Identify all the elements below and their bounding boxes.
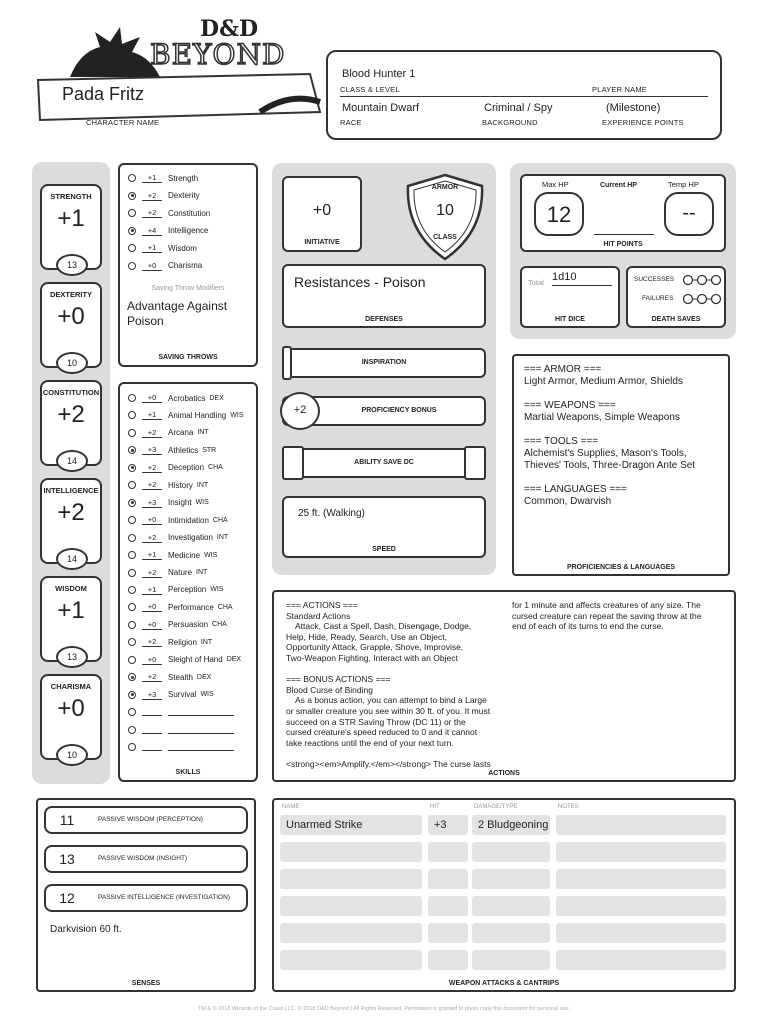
skill-value: +3 bbox=[142, 690, 162, 700]
senses-notes[interactable]: Darkvision 60 ft. bbox=[50, 924, 122, 935]
proficiency-label: PROFICIENCY BONUS bbox=[361, 407, 437, 414]
ability-charisma bbox=[40, 674, 102, 760]
attack-damage-cell[interactable] bbox=[472, 842, 550, 862]
saving-throw-value: +4 bbox=[142, 226, 162, 236]
armor-class-value[interactable]: 10 bbox=[436, 202, 454, 219]
proficiency-circle-icon[interactable] bbox=[128, 708, 136, 716]
skill-row[interactable] bbox=[128, 705, 238, 719]
ability-name: WISDOM bbox=[55, 584, 87, 593]
attack-hit-cell[interactable] bbox=[428, 842, 468, 862]
attack-name-cell[interactable]: Unarmed Strike bbox=[280, 815, 422, 835]
proficiency-circle-icon[interactable] bbox=[128, 262, 136, 270]
character-name[interactable]: Pada Fritz bbox=[62, 84, 145, 104]
proficiency-line: === TOOLS === bbox=[524, 436, 599, 447]
defenses-value[interactable]: Resistances - Poison bbox=[294, 274, 426, 290]
skills-box bbox=[118, 382, 258, 782]
actions-box bbox=[272, 590, 736, 782]
proficiency-circle-icon[interactable] bbox=[128, 603, 136, 611]
passive-sense bbox=[44, 884, 248, 912]
skill-name: Investigation bbox=[168, 533, 213, 543]
attacks-header-damage: DAMAGE/TYPE bbox=[474, 804, 518, 810]
ability-modifier[interactable]: +2 bbox=[57, 401, 85, 428]
brand-name: BEYOND bbox=[150, 38, 286, 71]
header-banner bbox=[20, 16, 330, 140]
skill-name: Survival bbox=[168, 690, 197, 700]
background-value[interactable]: Criminal / Spy bbox=[484, 102, 553, 114]
actions-column-1[interactable] bbox=[286, 600, 491, 770]
action-line: Blood Curse of Binding bbox=[286, 684, 373, 695]
skill-value: +0 bbox=[142, 393, 162, 403]
hit-dice-line bbox=[552, 285, 612, 286]
saving-throw-row[interactable] bbox=[128, 171, 198, 185]
attack-notes-cell[interactable] bbox=[556, 923, 726, 943]
saving-throw-row[interactable] bbox=[128, 224, 208, 238]
skill-row[interactable] bbox=[128, 391, 224, 405]
hit-points-label: HIT POINTS bbox=[603, 241, 643, 248]
character-name-label: CHARACTER NAME bbox=[86, 118, 160, 127]
ability-name: CONSTITUTION bbox=[42, 388, 100, 397]
max-hp-value[interactable]: 12 bbox=[546, 202, 572, 227]
saving-throw-value: +1 bbox=[142, 243, 162, 253]
proficiency-circle-icon[interactable] bbox=[128, 569, 136, 577]
skill-value: +1 bbox=[142, 585, 162, 595]
skill-name: Animal Handling bbox=[168, 410, 227, 420]
passive-sense bbox=[44, 845, 248, 873]
successes-circles-icon[interactable] bbox=[682, 274, 722, 286]
proficiency-circle-icon[interactable] bbox=[128, 192, 136, 200]
attack-name-cell[interactable] bbox=[280, 950, 422, 970]
proficiency-line: Martial Weapons, Simple Weapons bbox=[524, 412, 680, 423]
ability-score[interactable]: 10 bbox=[56, 352, 88, 374]
skill-ability: INT bbox=[196, 569, 208, 576]
passive-sense bbox=[44, 806, 248, 834]
action-line: Attack, Cast a Spell, Dash, Disengage, Dodge, bbox=[286, 621, 472, 632]
passive-sense-value[interactable]: 12 bbox=[59, 890, 75, 906]
header-divider bbox=[340, 96, 708, 97]
proficiency-circle-icon[interactable] bbox=[128, 464, 136, 472]
ability-dexterity bbox=[40, 282, 102, 368]
skill-name: Arcana bbox=[168, 428, 194, 438]
skill-value: +2 bbox=[142, 463, 162, 473]
speed-label: SPEED bbox=[372, 546, 396, 553]
skill-row[interactable] bbox=[128, 426, 209, 440]
skill-name: Intimidation bbox=[168, 515, 209, 525]
initiative-box bbox=[282, 176, 362, 252]
proficiency-circle-icon[interactable] bbox=[128, 174, 136, 182]
ability-modifier[interactable]: +0 bbox=[57, 695, 85, 722]
defenses-box bbox=[282, 264, 486, 328]
skill-name: Athletics bbox=[168, 445, 199, 455]
ability-name: CHARISMA bbox=[50, 682, 92, 691]
action-line: Opportunity Attack, Grapple, Shove, Improvise, bbox=[286, 642, 464, 653]
skill-name bbox=[168, 726, 234, 734]
ability-strength bbox=[40, 184, 102, 270]
death-saves-box bbox=[626, 266, 726, 328]
skill-ability: WIS bbox=[230, 411, 244, 419]
ability-score[interactable]: 13 bbox=[56, 254, 88, 276]
action-line: take reactions until the end of your next turn. bbox=[286, 737, 454, 748]
attack-notes-cell[interactable] bbox=[556, 815, 726, 835]
saving-throw-name: Strength bbox=[168, 173, 199, 183]
skill-value: +2 bbox=[142, 568, 162, 578]
attacks-header-name: NAME bbox=[282, 804, 300, 810]
attack-hit-cell[interactable] bbox=[428, 923, 468, 943]
skill-row[interactable] bbox=[128, 740, 238, 754]
current-hp-line bbox=[594, 234, 654, 235]
skill-ability: CHA bbox=[212, 621, 227, 629]
action-line: cursed creature can repeat the saving throw at the bbox=[512, 610, 702, 621]
proficiency-circle-icon[interactable] bbox=[128, 394, 136, 402]
skill-row[interactable] bbox=[128, 548, 217, 562]
ability-modifier[interactable]: +1 bbox=[57, 597, 85, 624]
skill-value: +0 bbox=[142, 515, 162, 525]
passive-sense-value[interactable]: 11 bbox=[59, 812, 75, 828]
ability-name: DEXTERITY bbox=[49, 290, 93, 299]
attack-damage-cell[interactable]: 2 Bludgeoning bbox=[472, 815, 550, 835]
skill-value: +0 bbox=[142, 602, 162, 612]
skill-value: +2 bbox=[142, 672, 162, 682]
skill-row[interactable] bbox=[128, 408, 244, 422]
saving-throw-name: Intelligence bbox=[168, 226, 209, 235]
temp-hp-value[interactable]: -- bbox=[682, 202, 696, 224]
skill-value bbox=[142, 708, 162, 716]
hit-dice-box bbox=[520, 266, 620, 328]
proficiency-circle-icon[interactable] bbox=[128, 586, 136, 594]
attack-notes-cell[interactable] bbox=[556, 896, 726, 916]
action-line: As a bonus action, you can attempt to bind a Large bbox=[286, 695, 487, 706]
skill-name: Nature bbox=[168, 568, 193, 577]
attack-name-cell[interactable] bbox=[280, 869, 422, 889]
skill-row[interactable] bbox=[128, 618, 227, 632]
skill-row[interactable] bbox=[128, 513, 228, 527]
skill-ability: INT bbox=[196, 481, 209, 489]
proficiency-circle-icon[interactable] bbox=[128, 429, 136, 437]
ability-modifier[interactable]: +0 bbox=[57, 303, 85, 330]
ability-modifier[interactable]: +2 bbox=[57, 499, 85, 526]
header-info-box bbox=[326, 50, 722, 140]
passive-sense-label: PASSIVE INTELLIGENCE (INVESTIGATION) bbox=[98, 894, 230, 901]
proficiency-line bbox=[524, 424, 695, 436]
skill-name: Sleight of Hand bbox=[168, 655, 223, 665]
passive-sense-label: PASSIVE WISDOM (PERCEPTION) bbox=[98, 816, 203, 823]
skill-ability: INT bbox=[197, 429, 209, 437]
proficiency-value[interactable]: +2 bbox=[293, 404, 307, 416]
speed-value[interactable]: 25 ft. (Walking) bbox=[298, 508, 365, 519]
attack-name-cell[interactable] bbox=[280, 842, 422, 862]
background-label: BACKGROUND bbox=[482, 118, 538, 127]
failures-circles-icon[interactable] bbox=[682, 293, 722, 305]
proficiency-circle-icon[interactable] bbox=[128, 209, 136, 217]
saving-throw-name: Constitution bbox=[168, 208, 211, 218]
actions-label: ACTIONS bbox=[488, 770, 520, 777]
skill-row[interactable] bbox=[128, 635, 212, 649]
ability-modifier[interactable]: +1 bbox=[57, 205, 85, 232]
ability-constitution bbox=[40, 380, 102, 466]
attack-damage-cell[interactable] bbox=[472, 896, 550, 916]
actions-column-2[interactable] bbox=[512, 600, 701, 632]
skill-name: Persuasion bbox=[168, 620, 209, 630]
current-hp-label: Current HP bbox=[600, 182, 637, 189]
ability-name: INTELLIGENCE bbox=[43, 486, 99, 495]
hit-dice-total-label: Total bbox=[528, 278, 544, 287]
ability-score[interactable]: 13 bbox=[56, 646, 88, 668]
skill-name: Performance bbox=[168, 602, 214, 612]
successes-label: SUCCESSES bbox=[634, 276, 675, 283]
saving-throw-value: +2 bbox=[142, 191, 162, 201]
proficiency-line: Common, Dwarvish bbox=[524, 496, 612, 507]
attack-hit-cell[interactable]: +3 bbox=[428, 815, 468, 835]
attack-damage-cell[interactable] bbox=[472, 869, 550, 889]
experience-value[interactable]: (Milestone) bbox=[606, 102, 661, 114]
proficiencies-text[interactable] bbox=[524, 364, 695, 508]
attack-name-cell[interactable] bbox=[280, 896, 422, 916]
skill-row[interactable] bbox=[128, 531, 228, 545]
temp-hp-label: Temp HP bbox=[668, 180, 699, 189]
max-hp-label: Max HP bbox=[542, 180, 569, 189]
proficiency-circle-icon[interactable] bbox=[128, 481, 136, 489]
saving-throw-modifiers-label: Saving Throw Modifiers bbox=[151, 285, 225, 292]
skill-value: +3 bbox=[142, 445, 162, 455]
skill-ability: DEX bbox=[226, 656, 242, 664]
passive-sense-label: PASSIVE WISDOM (INSIGHT) bbox=[98, 855, 188, 862]
saving-throw-modifiers[interactable]: Advantage Against Poison bbox=[127, 299, 228, 328]
saving-throw-name: Wisdom bbox=[168, 243, 197, 253]
hit-dice-total[interactable]: 1d10 bbox=[552, 271, 577, 283]
experience-label: EXPERIENCE POINTS bbox=[602, 118, 684, 127]
action-line: <strong><em>Amplify.</em></strong> The curse lasts bbox=[286, 758, 491, 769]
skill-name: Deception bbox=[168, 463, 205, 473]
skill-ability: WIS bbox=[210, 586, 224, 594]
proficiency-line: === ARMOR === bbox=[524, 364, 602, 375]
skills-label: SKILLS bbox=[175, 769, 201, 776]
action-line: for 1 minute and affects creatures of any size. The bbox=[512, 600, 701, 610]
hit-dice-label: HIT DICE bbox=[555, 316, 585, 323]
saving-throw-row[interactable] bbox=[128, 241, 197, 255]
skill-ability: DEX bbox=[209, 394, 224, 402]
saving-throws-label: SAVING THROWS bbox=[158, 354, 218, 361]
attack-notes-cell[interactable] bbox=[556, 869, 726, 889]
saving-throw-value: +1 bbox=[142, 173, 162, 183]
proficiency-circle-icon[interactable] bbox=[128, 673, 136, 681]
skill-name: Religion bbox=[168, 637, 197, 647]
action-line: Standard Actions bbox=[286, 610, 351, 621]
proficiency-circle-icon[interactable] bbox=[128, 244, 136, 252]
skill-name: Insight bbox=[168, 498, 192, 508]
proficiency-line: === WEAPONS === bbox=[524, 400, 616, 411]
proficiency-box bbox=[282, 396, 486, 426]
initiative-label: INITIATIVE bbox=[304, 239, 340, 246]
proficiency-circle-icon[interactable] bbox=[128, 743, 136, 751]
action-line: or smaller creature you see within 30 ft. of you. It must bbox=[286, 705, 491, 716]
skill-row[interactable] bbox=[128, 566, 207, 580]
attack-notes-cell[interactable] bbox=[556, 842, 726, 862]
proficiency-circle-icon[interactable] bbox=[128, 534, 136, 542]
armor-top-label: ARMOR bbox=[431, 184, 459, 191]
action-line: === BONUS ACTIONS === bbox=[286, 674, 391, 685]
saving-throws-box bbox=[118, 163, 258, 367]
skill-value bbox=[142, 726, 162, 734]
inspiration-box[interactable] bbox=[282, 348, 486, 378]
proficiency-line bbox=[524, 388, 695, 400]
save-dc-label: ABILITY SAVE DC bbox=[354, 459, 414, 466]
ability-name: STRENGTH bbox=[50, 192, 92, 201]
failures-label: FAILURES bbox=[642, 295, 674, 302]
attacks-header-hit: HIT bbox=[430, 804, 440, 810]
skill-name: Perception bbox=[168, 585, 207, 595]
skill-ability: STR bbox=[202, 446, 217, 454]
proficiency-circle-icon[interactable] bbox=[128, 691, 136, 699]
skill-name: Stealth bbox=[168, 672, 193, 682]
proficiency-circle-icon[interactable] bbox=[128, 726, 136, 734]
senses-label: SENSES bbox=[131, 980, 161, 987]
skill-value: +1 bbox=[142, 550, 162, 560]
skill-row[interactable] bbox=[128, 688, 214, 702]
skill-row[interactable] bbox=[128, 496, 209, 510]
proficiency-circle-icon[interactable] bbox=[128, 551, 136, 559]
skill-ability: CHA bbox=[217, 603, 233, 611]
initiative-value[interactable]: +0 bbox=[312, 202, 332, 219]
player-name-label: PLAYER NAME bbox=[592, 85, 647, 94]
attacks-header-notes: NOTES bbox=[558, 804, 579, 810]
death-saves-label: DEATH SAVES bbox=[651, 316, 701, 323]
skill-ability: CHA bbox=[212, 516, 228, 524]
attack-name-cell[interactable] bbox=[280, 923, 422, 943]
skill-name bbox=[168, 743, 234, 751]
proficiency-circle-icon[interactable] bbox=[128, 656, 136, 664]
action-line: === ACTIONS === bbox=[286, 600, 358, 610]
proficiency-circle-icon[interactable] bbox=[128, 446, 136, 454]
proficiency-line bbox=[524, 472, 695, 484]
action-line: Two-Weapon Fighting, Interact with an Object bbox=[286, 652, 458, 663]
ability-save-dc-box bbox=[282, 448, 486, 478]
skill-name: Medicine bbox=[168, 550, 201, 560]
skill-row[interactable] bbox=[128, 653, 241, 667]
skill-row[interactable] bbox=[128, 478, 208, 492]
skill-value: +2 bbox=[142, 428, 162, 438]
hit-points-box bbox=[520, 174, 726, 252]
skill-row[interactable] bbox=[128, 600, 233, 614]
skill-row[interactable] bbox=[128, 443, 216, 457]
attack-hit-cell[interactable] bbox=[428, 950, 468, 970]
skill-value: +1 bbox=[142, 410, 162, 420]
proficiency-line: Thieves' Tools, Three-Dragon Ante Set bbox=[524, 460, 696, 471]
attack-notes-cell[interactable] bbox=[556, 950, 726, 970]
skill-ability: INT bbox=[200, 638, 213, 646]
skill-ability: INT bbox=[216, 534, 229, 542]
skill-value: +2 bbox=[142, 637, 162, 647]
saving-throw-name: Charisma bbox=[168, 261, 203, 270]
saving-throw-row[interactable] bbox=[128, 189, 200, 203]
skill-row[interactable] bbox=[128, 670, 211, 684]
action-line bbox=[286, 748, 491, 759]
skill-row[interactable] bbox=[128, 583, 223, 597]
attack-damage-cell[interactable] bbox=[472, 923, 550, 943]
skill-row[interactable] bbox=[128, 461, 223, 475]
skill-ability: WIS bbox=[195, 499, 209, 507]
skill-value: +0 bbox=[142, 620, 162, 630]
skill-ability: WIS bbox=[204, 551, 218, 559]
attack-damage-cell[interactable] bbox=[472, 950, 550, 970]
skill-row[interactable] bbox=[128, 723, 238, 737]
passive-sense-value[interactable]: 13 bbox=[59, 851, 75, 867]
footer-text: TM & © 2018 Wizards of the Coast LLC. © 2018 D&D Beyond | All Rights Reserved. Permission is granted to photo copy this document for personal use. bbox=[197, 1006, 571, 1012]
action-line: end of each of its turns to end the curse. bbox=[512, 621, 664, 632]
proficiency-line: === LANGUAGES === bbox=[524, 484, 627, 495]
class-level-label: CLASS & LEVEL bbox=[340, 85, 400, 94]
attacks-label: WEAPON ATTACKS & CANTRIPS bbox=[448, 980, 560, 987]
skill-ability: DEX bbox=[196, 673, 212, 681]
saving-throw-value: +0 bbox=[142, 261, 162, 271]
action-line: succeed on a STR Saving Throw (DC 11) or the bbox=[286, 716, 466, 727]
race-label: RACE bbox=[340, 118, 362, 127]
skill-name bbox=[168, 708, 234, 716]
brand-top: D&D bbox=[200, 16, 259, 42]
proficiencies-label: PROFICIENCIES & LANGUAGES bbox=[566, 564, 676, 571]
skill-ability: WIS bbox=[200, 691, 214, 699]
skill-name: History bbox=[168, 480, 193, 490]
proficiency-line: Light Armor, Medium Armor, Shields bbox=[524, 376, 683, 387]
proficiency-circle-icon[interactable] bbox=[128, 499, 136, 507]
proficiency-circle-icon[interactable] bbox=[128, 227, 136, 235]
skill-value: +2 bbox=[142, 533, 162, 543]
speed-box bbox=[282, 496, 486, 558]
action-line bbox=[286, 664, 491, 675]
ability-wisdom bbox=[40, 576, 102, 662]
ability-score[interactable]: 14 bbox=[56, 548, 88, 570]
class-level-value[interactable]: Blood Hunter 1 bbox=[342, 68, 416, 80]
attack-hit-cell[interactable] bbox=[428, 869, 468, 889]
proficiency-line: Alchemist's Supplies, Mason's Tools, bbox=[524, 448, 687, 459]
ability-score[interactable]: 10 bbox=[56, 744, 88, 766]
skill-name: Acrobatics bbox=[168, 393, 206, 403]
proficiency-circle-icon[interactable] bbox=[128, 638, 136, 646]
saving-throw-row[interactable] bbox=[128, 259, 202, 273]
inspiration-label: INSPIRATION bbox=[361, 359, 407, 366]
name-scroll-icon bbox=[20, 72, 330, 140]
ability-score[interactable]: 14 bbox=[56, 450, 88, 472]
attack-hit-cell[interactable] bbox=[428, 896, 468, 916]
saving-throw-row[interactable] bbox=[128, 206, 210, 220]
defenses-label: DEFENSES bbox=[365, 316, 403, 323]
proficiencies-box bbox=[512, 354, 730, 576]
saving-throw-name: Dexterity bbox=[168, 191, 200, 200]
race-value[interactable]: Mountain Dwarf bbox=[342, 102, 420, 114]
skill-value: +2 bbox=[142, 480, 162, 490]
proficiency-circle-icon[interactable] bbox=[128, 411, 136, 419]
action-line: Help, Hide, Ready, Search, Use an Object, bbox=[286, 631, 447, 642]
armor-bottom-label: CLASS bbox=[433, 234, 457, 241]
ability-intelligence bbox=[40, 478, 102, 564]
skill-ability: CHA bbox=[208, 464, 223, 472]
saving-throw-value: +2 bbox=[142, 208, 162, 218]
action-line: cursed creature's speed reduced to 0 and it cannot bbox=[286, 727, 478, 738]
proficiency-circle-icon[interactable] bbox=[128, 516, 136, 524]
skill-value bbox=[142, 743, 162, 751]
skill-value: +3 bbox=[142, 498, 162, 508]
proficiency-circle-icon[interactable] bbox=[128, 621, 136, 629]
skill-value: +0 bbox=[142, 655, 162, 665]
